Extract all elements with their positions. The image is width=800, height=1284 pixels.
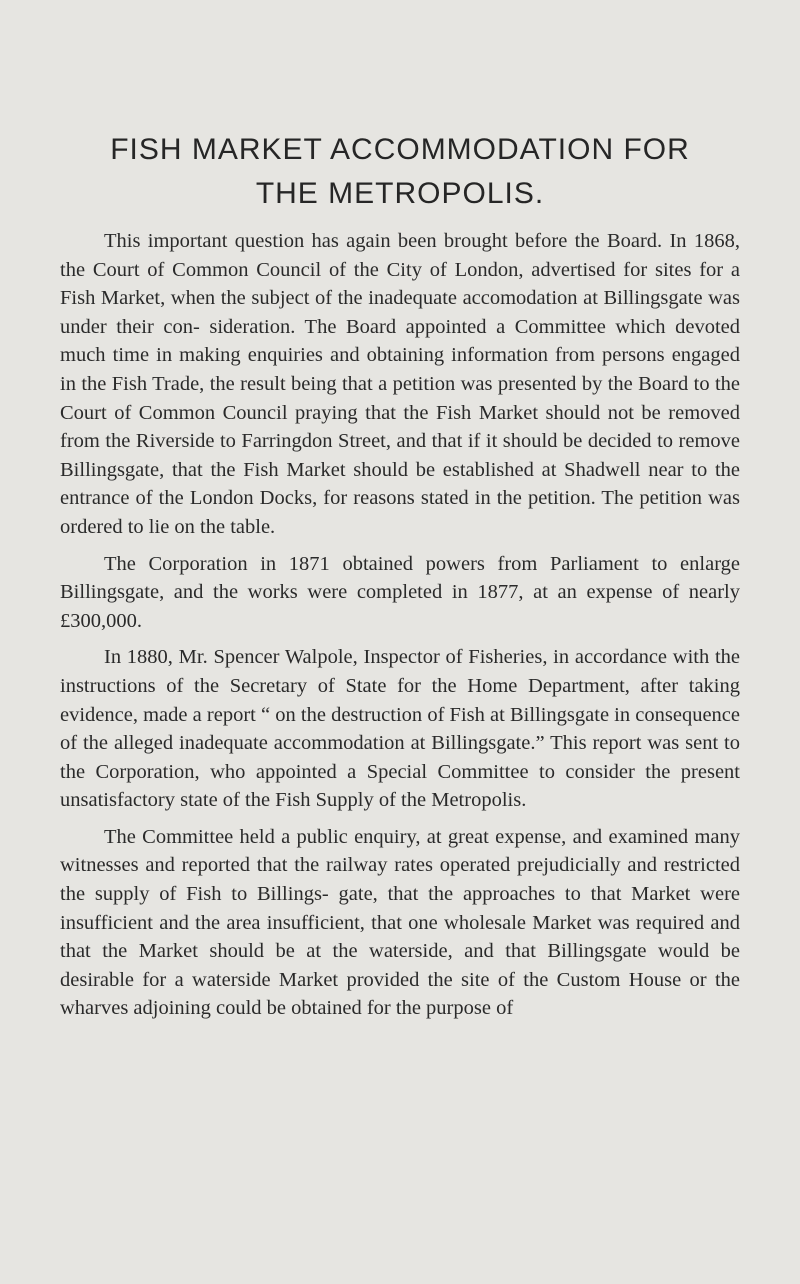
title-line-2: THE METROPOLIS.: [255, 177, 545, 210]
title-line-1: FISH MARKET ACCOMMODATION FOR: [110, 133, 690, 166]
paragraph-3: In 1880, Mr. Spencer Walpole, Inspector of Fisheries, in accordance with the instructions of the Secretary of State for the Home Department, after taking evidence, made a report “ on the destruction of Fish at Billingsgate in consequence of the alleged inadequate accommodation at Billingsgate.” This report was sent to the Corporation, who appointed a Special Committee to consider the present unsatisfactory state of the Fish Supply of the Metropolis.: [60, 646, 740, 812]
paragraph-4: The Committee held a public enquiry, at great expense, and examined many witnesses and reported that the railway rates operated prejudicially and restricted the supply of Fish to Billings- gate, that the approaches to that Market were insufficient and the area insufficient, that one wholesale Market was required and that the Market should be at the waterside, and that Billingsgate would be desirable for a waterside Market provided the site of the Custom House or the wharves adjoining could be obtained for the purpose of: [60, 825, 740, 1020]
body-text: [60, 227, 740, 1031]
page-title: [40, 128, 760, 216]
paragraph-1: This important question has again been brought before the Board. In 1868, the Court of Common Council of the City of London, advertised for sites for a Fish Market, when the subject of the inadequate accomodation at Billingsgate was under their con- sideration. The Board appointed a Committee which devoted much time in making enquiries and obtaining information from persons engaged in the Fish Trade, the result being that a petition was presented by the Board to the Court of Common Council praying that the Fish Market should not be removed from the Riverside to Farringdon Street, and that if it should be decided to remove Billingsgate, that the Fish Market should be established at Shadwell near to the entrance of the London Docks, for reasons stated in the petition. The petition was ordered to lie on the table.: [60, 230, 740, 538]
paragraph-2: The Corporation in 1871 obtained powers from Parliament to enlarge Billingsgate, and the works were completed in 1877, at an expense of nearly £300,000.: [60, 552, 740, 632]
